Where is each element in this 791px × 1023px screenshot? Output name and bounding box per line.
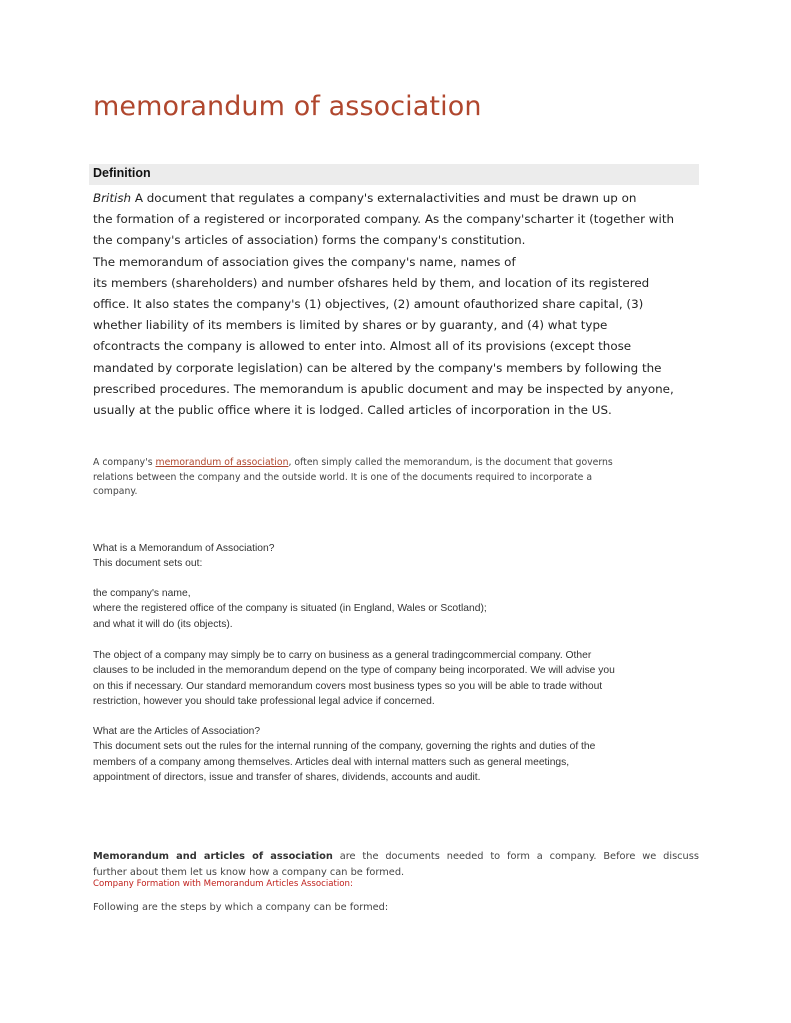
definition-line: the company's articles of association) forms the company's constitution. xyxy=(93,233,526,248)
definition-line: office. It also states the company's (1) objectives, (2) amount ofauthorized share capital, (3) xyxy=(93,297,644,312)
definition-line: mandated by corporate legislation) can be altered by the company's members by following the xyxy=(93,360,662,375)
page-title: memorandum of association xyxy=(93,91,482,122)
definition-line: prescribed procedures. The memorandum is apublic document and may be inspected by anyone, xyxy=(93,381,674,396)
intro-paragraph: A company's memorandum of association, often simply called the memorandum, is the document that governs relations between the company and the outside world. It is one of the documents required to incorporate a company. xyxy=(93,457,613,497)
definition-line: ofcontracts the company is allowed to enter into. Almost all of its provisions (except those xyxy=(93,339,632,354)
section-heading: What is a Memorandum of Association? xyxy=(93,543,275,554)
definition-text xyxy=(93,188,705,421)
definition-region-label: British xyxy=(93,191,132,205)
articles-section: What are the Articles of Association? This document sets out the rules for the internal running of the company, governing the rights and duties of the members of a company among themselves. Articles deal with internal matters such as general meetings, appointment of directors, issue and transfer of shares, dividends, accounts and audit. xyxy=(93,724,703,786)
definition-header xyxy=(89,164,699,185)
formation-subheading: Company Formation with Memorandum Articles Association: xyxy=(93,879,353,889)
definition-line: whether liability of its members is limited by shares or by guaranty, and (4) what type xyxy=(93,318,608,333)
definition-line: its members (shareholders) and number ofshares held by them, and location of its registered xyxy=(93,275,650,290)
steps-intro: Following are the steps by which a company can be formed: xyxy=(93,902,389,913)
formation-bold-term: Memorandum and articles of association xyxy=(93,851,333,862)
definition-line: British A document that regulates a company's externalactivities and must be drawn up on xyxy=(93,191,637,205)
sets-out-list xyxy=(93,586,703,632)
list-item: the company's name, xyxy=(93,588,191,599)
definition-line: The memorandum of association gives the company's name, names of xyxy=(93,254,516,269)
definition-line: the formation of a registered or incorporated company. As the company'scharter it (together with xyxy=(93,212,675,227)
memorandum-link[interactable]: memorandum of association xyxy=(155,457,289,468)
definition-label: Definition xyxy=(93,166,151,180)
definition-line: usually at the public office where it is lodged. Called articles of incorporation in the US. xyxy=(93,403,612,418)
formation-paragraph: Memorandum and articles of association are the documents needed to form a company. Before we discuss further about them let us know how a company can be formed. xyxy=(93,851,699,878)
object-paragraph: The object of a company may simply be to carry on business as a general tradingcommercial company. Other clauses to be included in the memorandum depend on the type of company being incorporated. We will advise you on this if necessary. Our standard memorandum covers most business types so you will be able to trade without restriction, however you should take professional legal advice if concerned. xyxy=(93,650,615,708)
section-heading: What are the Articles of Association? xyxy=(93,726,261,737)
list-item: and what it will do (its objects). xyxy=(93,618,233,630)
list-item: where the registered office of the company is situated (in England, Wales or Scotland); xyxy=(93,603,487,615)
what-is-memorandum-section: What is a Memorandum of Association? This document sets out: xyxy=(93,541,703,572)
